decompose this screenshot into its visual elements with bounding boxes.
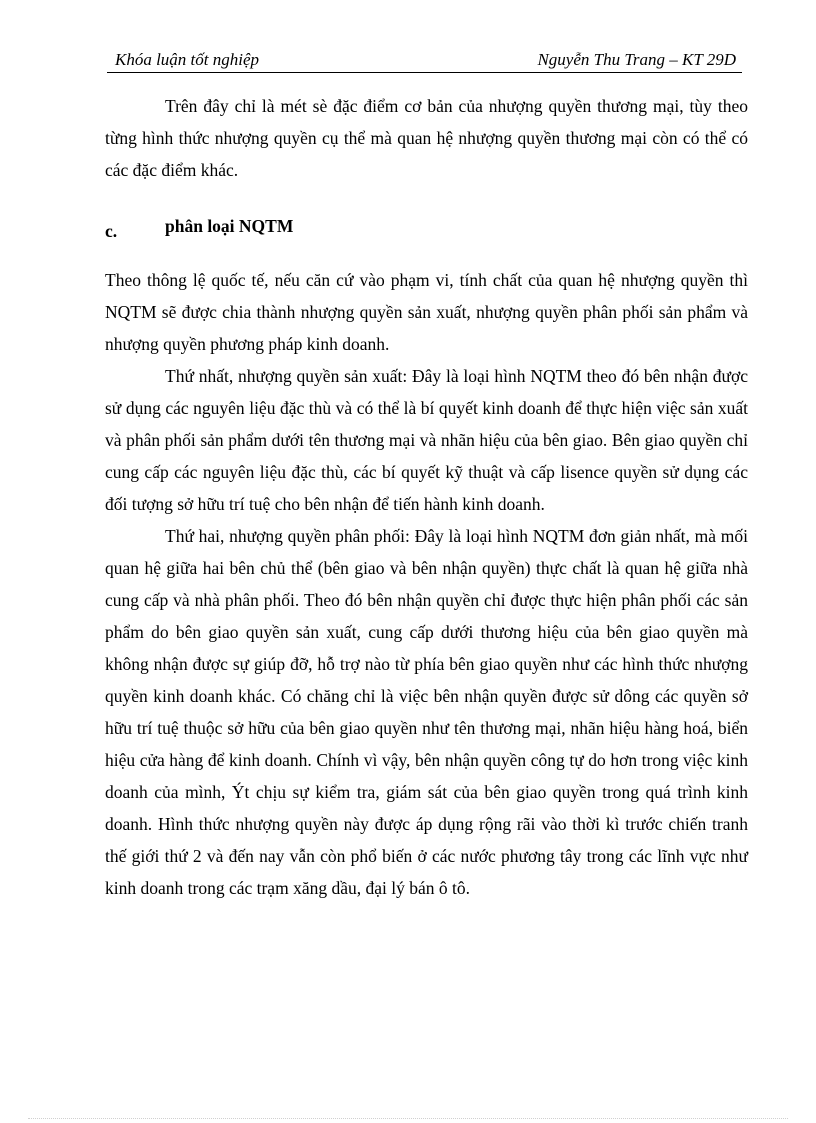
paragraph-production-franchise: Thứ nhất, nhượng quyền sản xuất: Đây là loại hình NQTM theo đó bên nhận được sử dụng các nguyên liệu đặc thù và có thể là bí quyết kinh doanh để thực hiện việc sản xuất và phân phối sản phẩm dưới tên thương mại và nhãn hiệu của bên giao. Bên giao quyền chỉ cung cấp các nguyên liệu đặc thù, các bí quyết kỹ thuật và cấp lisence quyền sử dụng các đối tượng sở hữu trí tuệ cho bên nhận để tiến hành kinh doanh. — [105, 366, 748, 514]
section-number: c. — [105, 221, 118, 241]
paragraph-summary: Trên đây chỉ là mét sè đặc điểm cơ bản của nhượng quyền thương mại, tùy theo từng hình thức nhượng quyền cụ thể mà quan hệ nhượng quyền thương mại còn có thể có các đặc điểm khác. — [105, 96, 748, 180]
document-body — [105, 90, 748, 904]
header-document-type: Khóa luận tốt nghiệp — [115, 50, 260, 69]
section-title: phân loại NQTM — [165, 216, 294, 236]
section-heading — [105, 210, 748, 242]
paragraph-classification-intro: Theo thông lệ quốc tế, nếu căn cứ vào phạm vi, tính chất của quan hệ nhượng quyền thì NQTM sẽ được chia thành nhượng quyền sản xuất, nhượng quyền phân phối sản phẩm và nhượng quyền phương pháp kinh doanh. — [105, 270, 748, 354]
header-author: Nguyễn Thu Trang – KT 29D — [537, 50, 736, 69]
paragraph-distribution-franchise: Thứ hai, nhượng quyền phân phối: Đây là loại hình NQTM đơn giản nhất, mà mối quan hệ giữa hai bên chủ thể (bên giao và bên nhận quyền) thực chất là quan hệ giữa nhà cung cấp và nhà phân phối. Theo đó bên nhận quyền chỉ được thực hiện phân phối các sản phẩm do bên giao quyền sản xuất, cung cấp dưới thương hiệu của bên giao quyền mà không nhận được sự giúp đỡ, hỗ trợ nào từ phía bên giao quyền như các hình thức nhượng quyền kinh doanh khác. Có chăng chỉ là việc bên nhận quyền được sử dông các quyền sở hữu trí tuệ thuộc sở hữu của bên giao quyền như tên thương mại, nhãn hiệu hàng hoá, biển hiệu cửa hàng để kinh doanh. Chính vì vậy, bên nhận quyền công tự do hơn trong việc kinh doanh của mình, Ýt chịu sự kiểm tra, giám sát của bên giao quyền trong quá trình kinh doanh. Hình thức nhượng quyền này được áp dụng rộng rãi vào thời kì trước chiến tranh thế giới thứ 2 và đến nay vẫn còn phổ biến ở các nước phương tây trong các lĩnh vực như kinh doanh trong các trạm xăng dầu, đại lý bán ô tô. — [105, 526, 748, 898]
page-header — [107, 48, 742, 73]
page-bottom-border — [28, 1118, 788, 1119]
